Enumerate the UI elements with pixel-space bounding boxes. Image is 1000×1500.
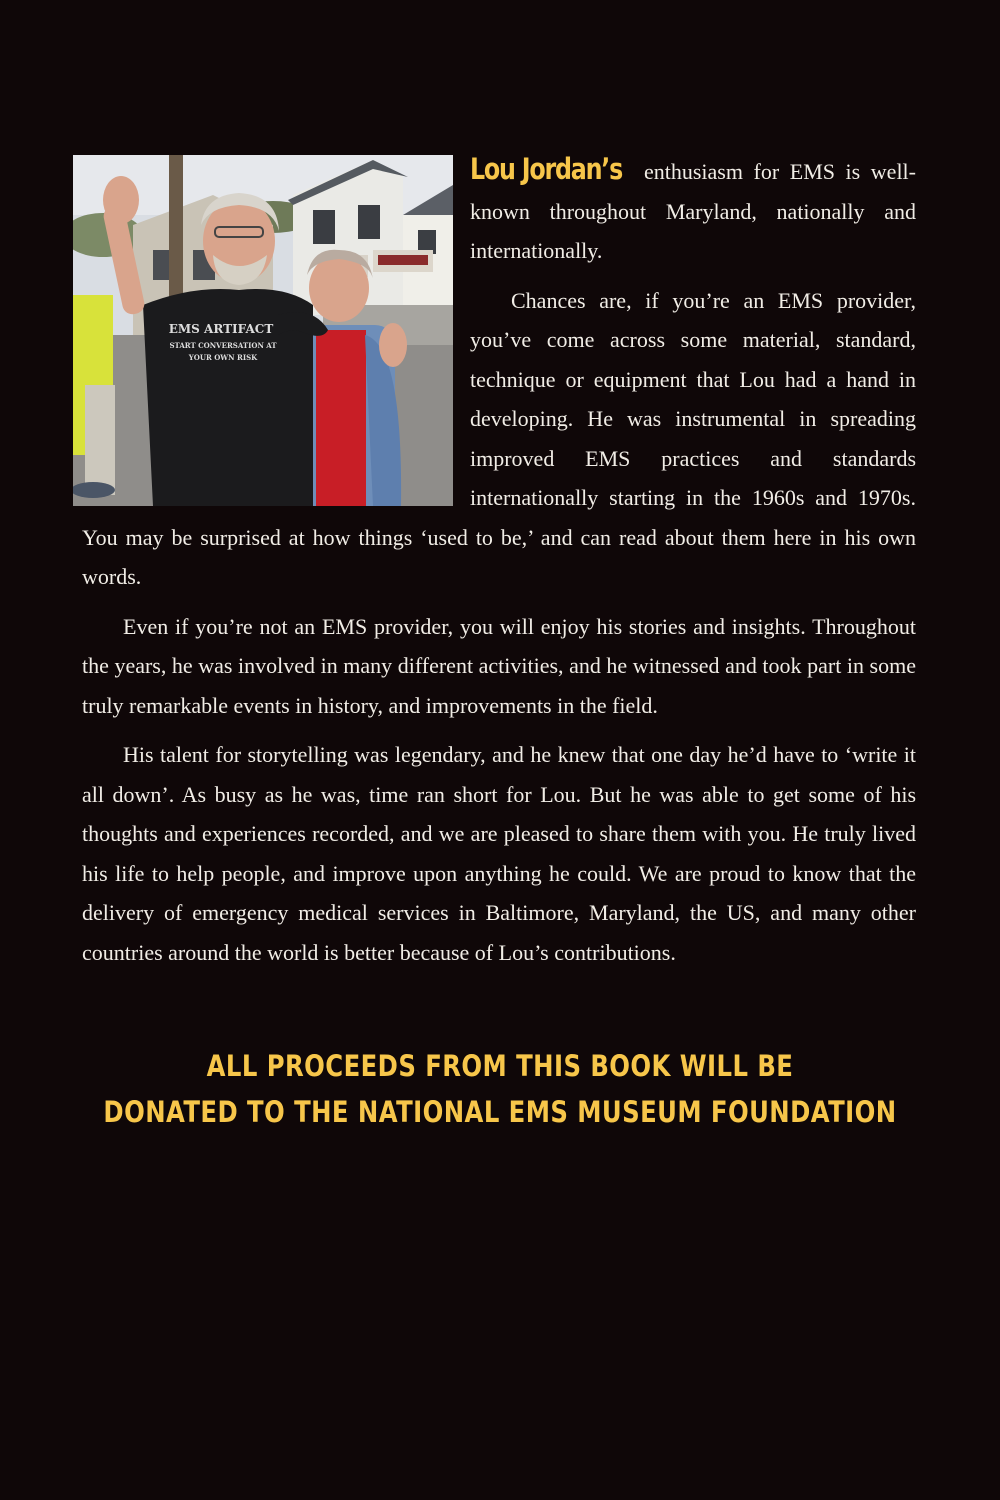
photo-spacer (82, 150, 470, 512)
paragraph-1: Chances are, if you’re an EMS provider, you’ve come across some material, standard, technique or equipment that Lou had a hand in developing. He was instrumental in spreading improved EMS practices and standards internationally starting in the 1960s and 1970s. You may be surprised at how things ‘used to be,’ and can read about them here in his own words. (82, 287, 916, 589)
intro-text: enthusiasm for EMS is well-known throughout Maryland, nationally and internationally. (470, 159, 916, 263)
proceeds-notice (0, 1043, 1000, 1135)
proceeds-line-2: DONATED TO THE NATIONAL EMS MUSEUM FOUNDATION (103, 1095, 897, 1129)
description-text (82, 150, 916, 982)
shirt-text-1: EMS ARTIFACT (168, 322, 274, 336)
author-name: Lou Jordan’s (470, 152, 623, 186)
paragraph-3: His talent for storytelling was legendary, and he knew that one day he’d have to ‘write it all down’. As busy as he was, time ran short for Lou. But he was able to get some of his thoughts and experiences recorded, and we are pleased to share them with you. He truly lived his life to help people, and improve upon anything he could. We are proud to know that the delivery of emergency medical services in Baltimore, Maryland, the US, and many other countries around the world is better because of Lou’s contributions. (82, 742, 916, 965)
paragraph-2: Even if you’re not an EMS provider, you will enjoy his stories and insights. Throughout the years, he was involved in many different activities, and he witnessed and took part in some truly remarkable events in history, and improvements in the field. (82, 613, 916, 718)
proceeds-line-1: ALL PROCEEDS FROM THIS BOOK WILL BE (206, 1049, 794, 1083)
shirt-text-3: YOUR OWN RISK (188, 353, 258, 362)
shirt-text-2: START CONVERSATION AT (169, 341, 277, 350)
